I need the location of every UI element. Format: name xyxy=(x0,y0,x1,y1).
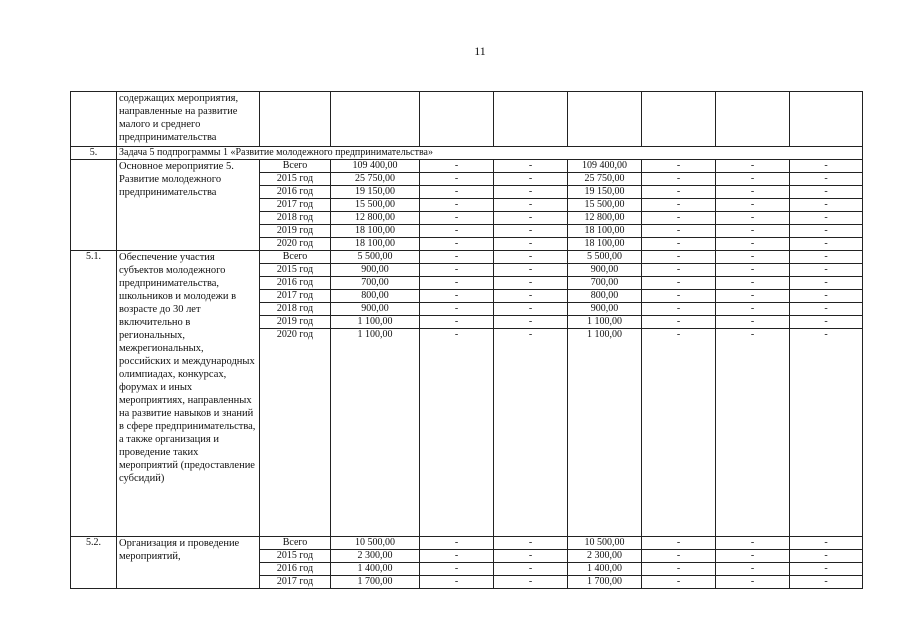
value-cell: - xyxy=(642,238,716,251)
value-cell: 25 750,00 xyxy=(331,173,420,186)
value-cell: 800,00 xyxy=(568,290,642,303)
value-cell: - xyxy=(494,173,568,186)
value-cell: - xyxy=(494,537,568,550)
value-cell: 18 100,00 xyxy=(331,238,420,251)
period-cell: 2018 год xyxy=(260,303,331,316)
value-cell: - xyxy=(642,251,716,264)
value-cell: 10 500,00 xyxy=(331,537,420,550)
value-cell: 10 500,00 xyxy=(568,537,642,550)
value-cell: - xyxy=(420,537,494,550)
value-cell: - xyxy=(642,576,716,589)
task-row xyxy=(71,147,863,160)
table-row xyxy=(71,160,863,173)
value-cell: 15 500,00 xyxy=(568,199,642,212)
value-cell: 700,00 xyxy=(568,277,642,290)
event-name-cell: содержащих мероприятия, направленные на развитие малого и среднего предпринимательства xyxy=(117,92,260,147)
value-cell: 109 400,00 xyxy=(331,160,420,173)
value-cell xyxy=(642,92,716,147)
value-cell: - xyxy=(494,238,568,251)
value-cell: - xyxy=(642,277,716,290)
value-cell: - xyxy=(790,186,863,199)
value-cell: - xyxy=(420,251,494,264)
value-cell: - xyxy=(790,160,863,173)
period-cell: 2015 год xyxy=(260,550,331,563)
value-cell: - xyxy=(790,212,863,225)
value-cell: 19 150,00 xyxy=(331,186,420,199)
value-cell: - xyxy=(642,550,716,563)
value-cell: - xyxy=(494,329,568,537)
value-cell: - xyxy=(642,290,716,303)
value-cell: - xyxy=(420,576,494,589)
value-cell: 1 700,00 xyxy=(331,576,420,589)
value-cell: - xyxy=(420,199,494,212)
period-cell: Всего xyxy=(260,160,331,173)
value-cell: - xyxy=(790,316,863,329)
value-cell: - xyxy=(790,303,863,316)
value-cell: - xyxy=(420,186,494,199)
value-cell: 19 150,00 xyxy=(568,186,642,199)
table-row xyxy=(71,537,863,550)
value-cell: 15 500,00 xyxy=(331,199,420,212)
period-cell: 2020 год xyxy=(260,329,331,537)
value-cell xyxy=(494,92,568,147)
value-cell: - xyxy=(642,329,716,537)
value-cell: - xyxy=(494,160,568,173)
value-cell: - xyxy=(494,316,568,329)
period-cell: 2017 год xyxy=(260,576,331,589)
budget-table xyxy=(70,91,863,589)
value-cell: - xyxy=(494,277,568,290)
value-cell xyxy=(260,92,331,147)
value-cell: - xyxy=(420,264,494,277)
value-cell: - xyxy=(420,238,494,251)
period-cell: 2017 год xyxy=(260,290,331,303)
value-cell xyxy=(790,92,863,147)
value-cell: 1 100,00 xyxy=(568,329,642,537)
value-cell: 1 400,00 xyxy=(568,563,642,576)
value-cell: - xyxy=(642,264,716,277)
table-body xyxy=(71,92,863,589)
value-cell: 2 300,00 xyxy=(568,550,642,563)
value-cell: 18 100,00 xyxy=(568,225,642,238)
event-name-cell: Организация и проведение мероприятий, xyxy=(117,537,260,589)
value-cell: - xyxy=(642,316,716,329)
value-cell: - xyxy=(716,550,790,563)
value-cell: - xyxy=(716,212,790,225)
period-cell: Всего xyxy=(260,251,331,264)
value-cell: - xyxy=(716,264,790,277)
period-cell: 2016 год xyxy=(260,563,331,576)
value-cell: - xyxy=(790,290,863,303)
number-cell: 5. xyxy=(71,147,117,160)
value-cell: - xyxy=(716,186,790,199)
value-cell: 900,00 xyxy=(568,264,642,277)
value-cell: - xyxy=(494,186,568,199)
value-cell: - xyxy=(790,238,863,251)
value-cell: - xyxy=(494,225,568,238)
value-cell: - xyxy=(642,173,716,186)
period-cell: 2015 год xyxy=(260,173,331,186)
value-cell: - xyxy=(494,199,568,212)
period-cell: 2016 год xyxy=(260,186,331,199)
value-cell: - xyxy=(642,563,716,576)
value-cell: - xyxy=(494,251,568,264)
value-cell: - xyxy=(716,316,790,329)
value-cell: - xyxy=(716,576,790,589)
value-cell: - xyxy=(420,212,494,225)
number-cell: 5.1. xyxy=(71,251,117,537)
value-cell: - xyxy=(790,563,863,576)
value-cell: 2 300,00 xyxy=(331,550,420,563)
value-cell: - xyxy=(716,173,790,186)
value-cell: - xyxy=(790,277,863,290)
value-cell: 900,00 xyxy=(331,264,420,277)
value-cell: 1 100,00 xyxy=(331,329,420,537)
value-cell: - xyxy=(790,550,863,563)
value-cell xyxy=(420,92,494,147)
value-cell: - xyxy=(790,173,863,186)
value-cell: - xyxy=(420,303,494,316)
period-cell: 2019 год xyxy=(260,225,331,238)
value-cell: - xyxy=(642,537,716,550)
value-cell: - xyxy=(716,238,790,251)
value-cell: - xyxy=(642,199,716,212)
value-cell: - xyxy=(420,329,494,537)
value-cell: - xyxy=(494,576,568,589)
value-cell: - xyxy=(716,225,790,238)
value-cell: 12 800,00 xyxy=(568,212,642,225)
value-cell: - xyxy=(790,264,863,277)
value-cell: - xyxy=(494,212,568,225)
value-cell: - xyxy=(790,329,863,537)
continuation-row xyxy=(71,92,863,147)
value-cell: 12 800,00 xyxy=(331,212,420,225)
value-cell: 1 100,00 xyxy=(568,316,642,329)
period-cell: 2016 год xyxy=(260,277,331,290)
value-cell: - xyxy=(494,290,568,303)
value-cell: 1 400,00 xyxy=(331,563,420,576)
value-cell: - xyxy=(716,199,790,212)
value-cell: 1 700,00 xyxy=(568,576,642,589)
value-cell: - xyxy=(494,303,568,316)
value-cell: - xyxy=(716,251,790,264)
value-cell: 5 500,00 xyxy=(568,251,642,264)
value-cell: - xyxy=(790,251,863,264)
value-cell: - xyxy=(642,225,716,238)
value-cell: - xyxy=(420,277,494,290)
value-cell: - xyxy=(494,563,568,576)
period-cell: 2019 год xyxy=(260,316,331,329)
number-cell xyxy=(71,92,117,147)
value-cell: - xyxy=(420,550,494,563)
value-cell: - xyxy=(420,160,494,173)
value-cell: - xyxy=(716,537,790,550)
value-cell xyxy=(568,92,642,147)
value-cell: 5 500,00 xyxy=(331,251,420,264)
value-cell: 800,00 xyxy=(331,290,420,303)
period-cell: 2015 год xyxy=(260,264,331,277)
value-cell: - xyxy=(494,550,568,563)
value-cell: - xyxy=(642,212,716,225)
number-cell xyxy=(71,160,117,251)
value-cell: - xyxy=(420,316,494,329)
value-cell: - xyxy=(494,264,568,277)
page-number: 11 xyxy=(474,44,486,58)
value-cell: - xyxy=(716,563,790,576)
period-cell: 2020 год xyxy=(260,238,331,251)
value-cell: 18 100,00 xyxy=(568,238,642,251)
event-name-cell: Основное мероприятие 5. Развитие молодежного предпринимательства xyxy=(117,160,260,251)
table-row xyxy=(71,251,863,264)
value-cell xyxy=(716,92,790,147)
value-cell: - xyxy=(420,563,494,576)
period-cell: 2018 год xyxy=(260,212,331,225)
value-cell: - xyxy=(642,303,716,316)
value-cell: - xyxy=(642,186,716,199)
value-cell: 900,00 xyxy=(331,303,420,316)
value-cell: - xyxy=(716,329,790,537)
period-cell: 2017 год xyxy=(260,199,331,212)
value-cell: 18 100,00 xyxy=(331,225,420,238)
value-cell: - xyxy=(790,576,863,589)
value-cell: 25 750,00 xyxy=(568,173,642,186)
number-cell: 5.2. xyxy=(71,537,117,589)
event-name-cell: Обеспечение участия субъектов молодежного предпринимательства, школьников и молодежи в возрасте до 30 лет включительно в региональных, межрегиональных, российских и международных олимпиадах, конкурсах, форумах и иных мероприятиях, направленных на развитие навыков и знаний в сфере предпринимательства, а также организация и проведение таких мероприятий (предоставление субсидий) xyxy=(117,251,260,537)
value-cell: - xyxy=(790,199,863,212)
value-cell xyxy=(331,92,420,147)
value-cell: - xyxy=(716,290,790,303)
value-cell: - xyxy=(716,303,790,316)
value-cell: - xyxy=(716,160,790,173)
value-cell: - xyxy=(790,225,863,238)
value-cell: - xyxy=(420,225,494,238)
value-cell: - xyxy=(420,290,494,303)
task-title-cell: Задача 5 подпрограммы 1 «Развитие молодежного предпринимательства» xyxy=(117,147,863,160)
value-cell: 109 400,00 xyxy=(568,160,642,173)
value-cell: - xyxy=(790,537,863,550)
value-cell: 900,00 xyxy=(568,303,642,316)
value-cell: - xyxy=(716,277,790,290)
value-cell: 1 100,00 xyxy=(331,316,420,329)
value-cell: - xyxy=(642,160,716,173)
value-cell: 700,00 xyxy=(331,277,420,290)
period-cell: Всего xyxy=(260,537,331,550)
value-cell: - xyxy=(420,173,494,186)
